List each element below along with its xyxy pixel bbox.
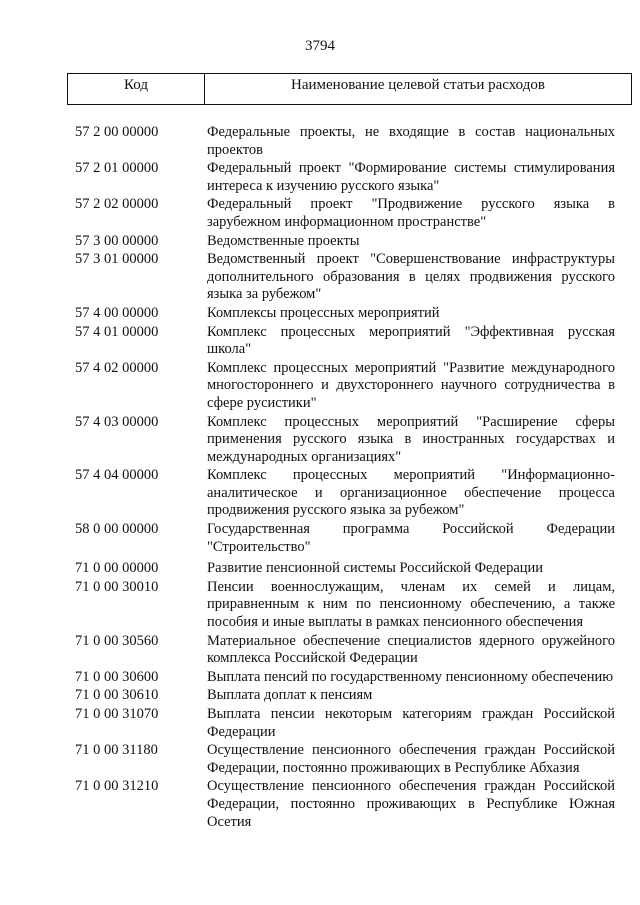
row-code: 57 4 03 00000 <box>75 413 159 430</box>
table-row <box>75 521 615 556</box>
row-description: Пенсии военнослужащим, членам их семей и лицам, приравненным к ним по пенсионному обеспечению, а также пособия и иные выплаты в рамках пенсионного обеспечения <box>207 578 615 631</box>
row-description: Выплата пенсии некоторым категориям граждан Российской Федерации <box>207 706 615 740</box>
header-name-column: Наименование целевой статьи расходов <box>291 77 545 93</box>
table-row <box>75 360 615 413</box>
row-code: 57 4 00 00000 <box>75 304 159 321</box>
table-row <box>75 124 615 159</box>
table-row <box>75 305 615 323</box>
row-description: Комплекс процессных мероприятий "Развитие международного многостороннего и двухстороннего научного сотрудничества в сфере русистики" <box>207 359 615 411</box>
row-description: Комплексы процессных мероприятий <box>207 304 440 321</box>
row-code: 71 0 00 00000 <box>75 560 159 577</box>
table-row <box>75 196 615 231</box>
table-row <box>75 742 615 777</box>
row-description: Ведомственные проекты <box>207 232 360 249</box>
row-code: 57 3 00 00000 <box>75 232 159 249</box>
row-description: Развитие пенсионной системы Российской Федерации <box>207 560 544 577</box>
row-description: Осуществление пенсионного обеспечения граждан Российской Федерации, постоянно проживающих в Республике Абхазия <box>207 742 615 776</box>
row-description: Государственная программа Российской Федерации "Строительство" <box>207 521 615 555</box>
row-code: 57 4 04 00000 <box>75 467 159 484</box>
row-code: 58 0 00 00000 <box>75 521 159 538</box>
row-description: Осуществление пенсионного обеспечения граждан Российской Федерации, постоянно проживающих в Республике Южная Осетия <box>207 778 615 830</box>
row-code: 71 0 00 31070 <box>75 706 159 722</box>
row-description: Комплекс процессных мероприятий "Информационно-аналитическое и организационное обеспечение процесса продвижения русского языка за рубежом" <box>207 467 615 519</box>
row-description: Комплекс процессных мероприятий "Расширение сферы применения русского языка в иностранных государствах и международных организациях" <box>207 413 615 465</box>
row-code: 71 0 00 31210 <box>75 778 159 795</box>
table-row <box>75 706 615 741</box>
table-row <box>75 669 615 687</box>
row-description: Федеральные проекты, не входящие в состав национальных проектов <box>207 124 615 158</box>
row-code: 57 3 01 00000 <box>75 251 159 268</box>
table-row <box>75 579 615 632</box>
page-number: 3794 <box>305 38 335 54</box>
row-description: Материальное обеспечение специалистов ядерного оружейного комплекса Российской Федерации <box>207 632 615 667</box>
table-row <box>75 251 615 304</box>
table-row <box>75 778 615 831</box>
header-code-column: Код <box>68 74 205 104</box>
expense-items-list <box>75 124 615 832</box>
row-code: 71 0 00 31180 <box>75 742 158 759</box>
row-code: 71 0 00 30610 <box>75 687 159 704</box>
row-description: Федеральный проект "Формирование системы стимулирования интереса к изучению русского языка" <box>207 160 615 194</box>
table-row <box>75 467 615 520</box>
table-header <box>67 73 632 105</box>
row-code: 57 4 02 00000 <box>75 359 159 376</box>
table-row <box>75 233 615 251</box>
row-code: 71 0 00 30600 <box>75 668 159 685</box>
table-row <box>75 324 615 359</box>
row-description: Комплекс процессных мероприятий "Эффективная русская школа" <box>207 323 615 358</box>
table-row <box>75 633 615 668</box>
table-row <box>75 560 615 578</box>
row-code: 57 4 01 00000 <box>75 323 159 340</box>
row-code: 57 2 00 00000 <box>75 124 159 140</box>
row-code: 71 0 00 30010 <box>75 578 159 595</box>
row-description: Выплата пенсий по государственному пенсионному обеспечению <box>207 668 614 685</box>
row-description: Ведомственный проект "Совершенствование инфраструктуры дополнительного образования в целях продвижения русского языка за рубежом" <box>207 251 615 303</box>
row-description: Федеральный проект "Продвижение русского языка в зарубежном информационном пространстве" <box>207 196 615 230</box>
row-code: 71 0 00 30560 <box>75 632 159 649</box>
row-code: 57 2 02 00000 <box>75 196 159 213</box>
table-row <box>75 160 615 195</box>
table-row <box>75 414 615 467</box>
row-description: Выплата доплат к пенсиям <box>207 687 373 704</box>
row-code: 57 2 01 00000 <box>75 160 159 177</box>
table-row <box>75 687 615 705</box>
